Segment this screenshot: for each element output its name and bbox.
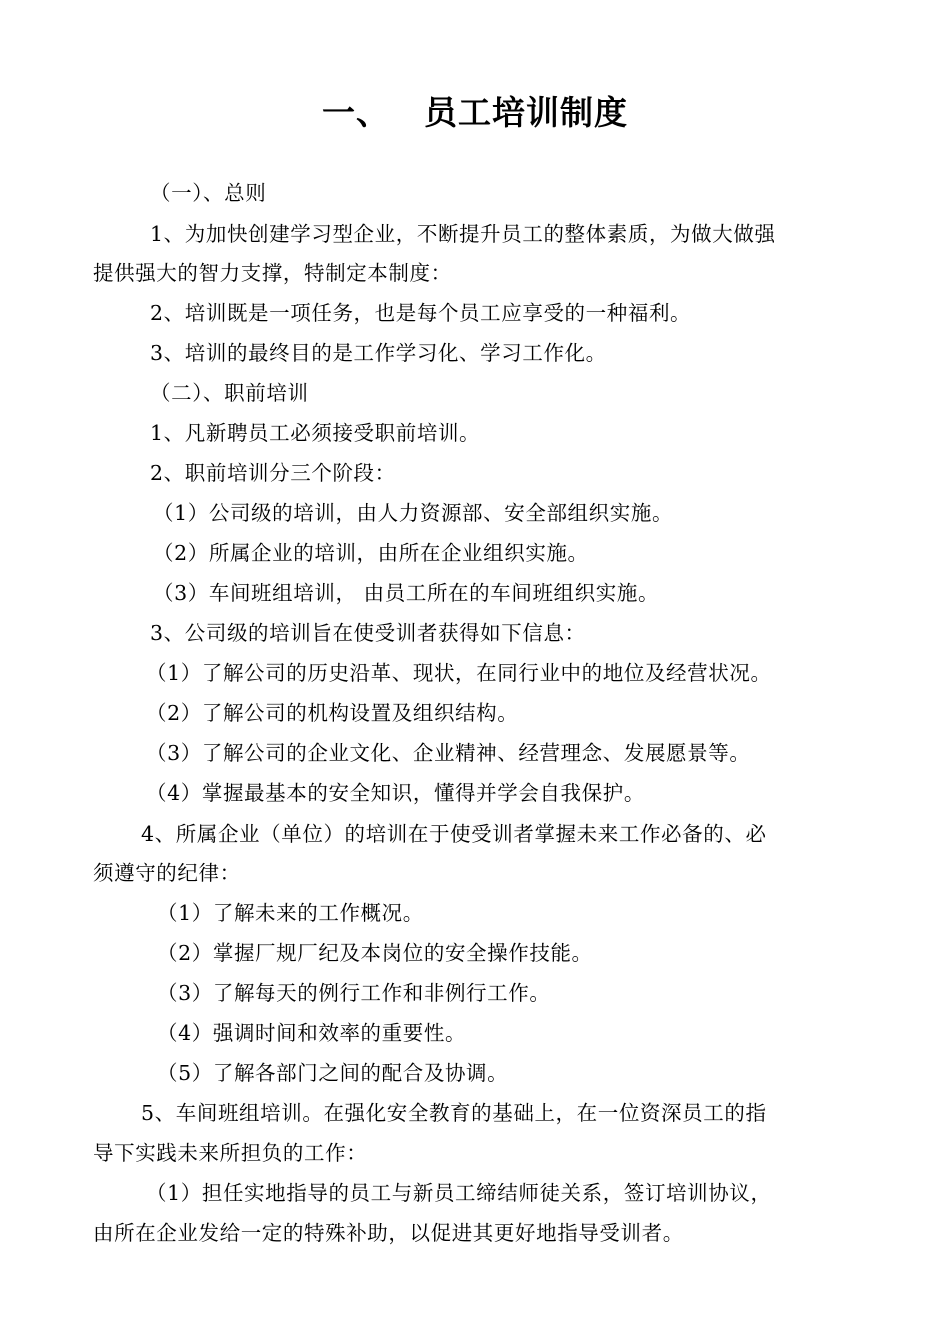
paragraph-line: 3、公司级的培训旨在使受训者获得如下信息： bbox=[150, 621, 586, 645]
title-number: 一、 bbox=[322, 93, 390, 132]
list-item: （1）了解公司的历史沿革、现状，在同行业中的地位及经营状况。 bbox=[146, 661, 772, 685]
list-item: （1）担任实地指导的员工与新员工缔结师徒关系，签订培训协议， bbox=[146, 1181, 772, 1205]
paragraph-line: 5、车间班组培训。在强化安全教育的基础上，在一位资深员工的指 bbox=[141, 1101, 767, 1125]
list-item: （2）所属企业的培训，由所在企业组织实施。 bbox=[153, 541, 589, 565]
section-heading-general: （一）、总则 bbox=[150, 181, 267, 205]
paragraph-line: 须遵守的纪律： bbox=[93, 861, 241, 885]
list-item: （3）了解公司的企业文化、企业精神、经营理念、发展愿景等。 bbox=[146, 741, 751, 765]
paragraph-line: 3、培训的最终目的是工作学习化、学习工作化。 bbox=[150, 341, 607, 365]
section-heading-pre-job: （二）、职前培训 bbox=[150, 381, 309, 405]
list-item: （1）公司级的培训，由人力资源部、安全部组织实施。 bbox=[153, 501, 674, 525]
list-item: （4）强调时间和效率的重要性。 bbox=[157, 1021, 467, 1045]
paragraph-line: 2、培训既是一项任务，也是每个员工应享受的一种福利。 bbox=[150, 301, 692, 325]
paragraph-line: 导下实践未来所担负的工作： bbox=[93, 1141, 368, 1165]
paragraph-line: 提供强大的智力支撑，特制定本制度： bbox=[93, 261, 452, 285]
paragraph-line: 4、所属企业（单位）的培训在于使受训者掌握未来工作必备的、必 bbox=[141, 822, 767, 846]
list-item: （5）了解各部门之间的配合及协调。 bbox=[157, 1061, 509, 1085]
list-item: （2）掌握厂规厂纪及本岗位的安全操作技能。 bbox=[157, 941, 593, 965]
list-item: （2）了解公司的机构设置及组织结构。 bbox=[146, 701, 519, 725]
list-item: （4）掌握最基本的安全知识，懂得并学会自我保护。 bbox=[146, 781, 645, 805]
document-title bbox=[0, 88, 950, 138]
paragraph-line: 1、凡新聘员工必须接受职前培训。 bbox=[150, 421, 481, 445]
paragraph-line: 2、职前培训分三个阶段： bbox=[150, 461, 396, 485]
paragraph-line: 1、为加快创建学习型企业，不断提升员工的整体素质，为做大做强 bbox=[150, 222, 776, 246]
list-item: （3）车间班组培训， 由员工所在的车间班组织实施。 bbox=[153, 581, 660, 605]
title-text: 员工培训制度 bbox=[424, 93, 628, 132]
list-item: （1）了解未来的工作概况。 bbox=[157, 901, 424, 925]
paragraph-line: 由所在企业发给一定的特殊补助，以促进其更好地指导受训者。 bbox=[93, 1221, 684, 1245]
list-item: （3）了解每天的例行工作和非例行工作。 bbox=[157, 981, 551, 1005]
